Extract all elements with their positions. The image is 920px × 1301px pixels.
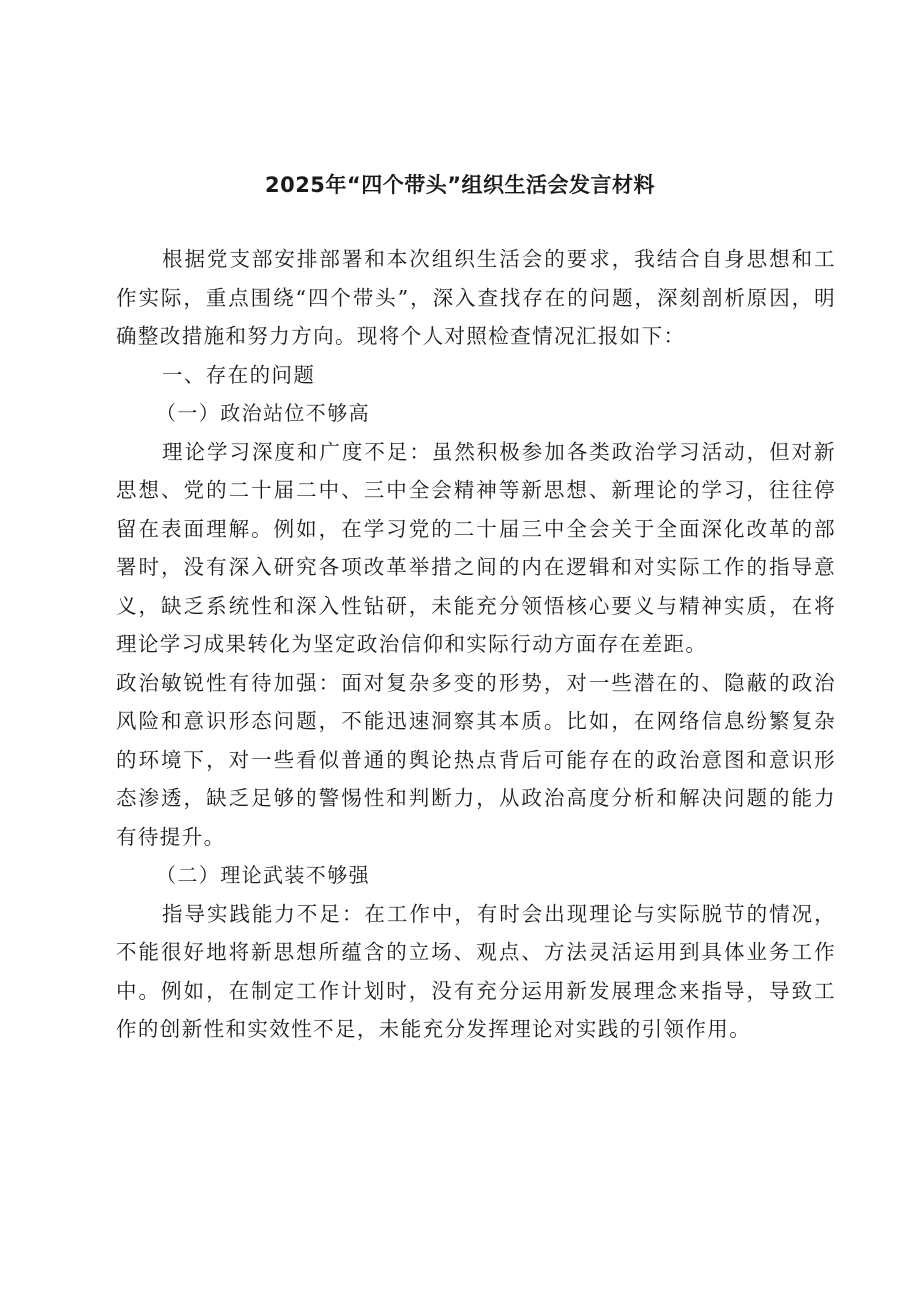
- subsection-heading-theory-arming: （二）理论武装不够强: [156, 863, 370, 887]
- paragraph-political-sensitivity: 政治敏锐性有待加强：面对复杂多变的形势，对一些潜在的、隐蔽的政治风险和意识形态问题，不能迅速洞察其本质。比如，在网络信息纷繁复杂的环境下，对一些看似普通的舆论热点背后可能存在的政治意图和意识形态渗透，缺乏足够的警惕性和判断力，从政治高度分析和解决问题的能力有待提升。: [116, 670, 836, 849]
- document-body: [116, 240, 836, 1049]
- subsection-heading-political-stance: （一）政治站位不够高: [156, 401, 370, 425]
- intro-paragraph: 根据党支部安排部署和本次组织生活会的要求，我结合自身思想和工作实际，重点围绕“四个带头”，深入查找存在的问题，深刻剖析原因，明确整改措施和努力方向。现将个人对照检查情况汇报如下：: [116, 247, 836, 348]
- section-heading-problems: 一、存在的问题: [162, 362, 316, 387]
- paragraph-theory-study: 理论学习深度和广度不足：虽然积极参加各类政治学习活动，但对新思想、党的二十届二中、三中全会精神等新思想、新理论的学习，往往停留在表面理解。例如，在学习党的二十届三中全会关于全面深化改革的部署时，没有深入研究各项改革举措之间的内在逻辑和对实际工作的指导意义，缺乏系统性和深入性钻研，未能充分领悟核心要义与精神实质，在将理论学习成果转化为坚定政治信仰和实际行动方面存在差距。: [116, 439, 836, 656]
- document-title: 2025年“四个带头”组织生活会发言材料: [264, 173, 656, 197]
- paragraph-practice-ability: 指导实践能力不足：在工作中，有时会出现理论与实际脱节的情况，不能很好地将新思想所蕴含的立场、观点、方法灵活运用到具体业务工作中。例如，在制定工作计划时，没有充分运用新发展理念来指导，导致工作的创新性和实效性不足，未能充分发挥理论对实践的引领作用。: [116, 901, 836, 1041]
